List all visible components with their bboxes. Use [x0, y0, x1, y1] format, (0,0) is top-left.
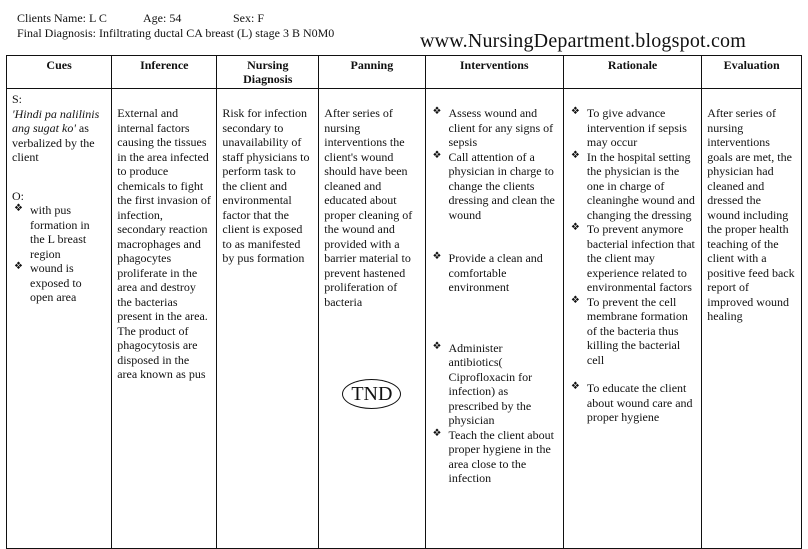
bullet-icon: ❖: [432, 106, 442, 117]
objective-cues-list: [12, 203, 106, 305]
list-item: ❖ To educate the client about wound care and proper hygiene: [570, 381, 693, 424]
final-diagnosis-label: Final Diagnosis: Infiltrating ductal CA breast (L) stage 3 B N0M0: [17, 26, 335, 40]
bullet-icon: ❖: [14, 203, 23, 214]
bullet-icon: ❖: [570, 222, 580, 233]
header-interventions: Interventions: [425, 56, 563, 89]
header-inference: Inference: [112, 56, 217, 89]
rationale-cell: [563, 89, 701, 549]
list-item: ❖ In the hospital setting the physician is the one in charge of cleaninghe wound and changing the dressing: [570, 149, 695, 222]
cues-cell: [7, 89, 112, 549]
table-row: [7, 89, 802, 549]
header-nursing-diagnosis: Nursing Diagnosis: [217, 56, 319, 89]
list-item: ❖ To give advance intervention if sepsis may occur: [570, 106, 687, 149]
list-item: ❖ Assess wound and client for any signs of sepsis: [432, 106, 554, 149]
list-item: ❖ wound is exposed to open area: [14, 261, 82, 304]
header-cues: Cues: [7, 56, 112, 89]
list-item: ❖ To prevent anymore bacterial infection that the client may experience related to environmental factors: [570, 222, 695, 294]
interventions-cell: [425, 89, 563, 549]
planning-text: After series of nursing interventions the client's wound should have been cleaned and educated about proper cleaning of the wound and provided with a barrier material to prevent hastened proliferation of bacteria: [324, 106, 413, 309]
client-quote: 'Hindi pa nalilinis ang sugat ko': [12, 106, 100, 135]
bullet-icon: ❖: [14, 261, 23, 272]
interventions-list: [431, 106, 558, 486]
bullet-icon: ❖: [570, 149, 580, 161]
subjective-cue: [12, 107, 106, 165]
client-name-label: Clients Name: L C: [17, 11, 107, 25]
header-evaluation: Evaluation: [702, 56, 802, 89]
bullet-icon: ❖: [432, 340, 442, 352]
bullet-icon: ❖: [570, 294, 580, 306]
list-item: ❖ with pus formation in the L breast region: [14, 203, 90, 261]
evaluation-text: After series of nursing interventions goals are met, the physician had cleaned and dressed the wound including the proper health teaching of the client with a positive feed back report of improved wound healing: [707, 106, 795, 323]
list-item: ❖ To prevent the cell membrane formation of the bacteria thus killing the bacterial cell: [570, 294, 688, 367]
header-planning: Panning: [319, 56, 425, 89]
list-item: ❖ Call attention of a physician in charge to change the clients dressing and clean the wound: [432, 149, 555, 222]
inference-cell: [112, 89, 217, 549]
subjective-label: S:: [12, 92, 23, 106]
verbalized-text: as verbalized by the client: [12, 121, 95, 164]
list-item: ❖ Teach the client about proper hygiene in the area close to the infection: [432, 427, 554, 485]
nursing-diagnosis-cell: [217, 89, 319, 549]
bullet-icon: ❖: [570, 106, 580, 117]
nursing-care-plan-table: [6, 55, 802, 549]
evaluation-cell: [702, 89, 802, 549]
planning-cell: [319, 89, 425, 549]
table-header-row: [7, 56, 802, 89]
objective-label: O:: [12, 188, 24, 203]
sex-label: Sex: F: [233, 11, 265, 25]
list-item: ❖ Provide a clean and comfortable environment: [432, 251, 543, 294]
bullet-icon: ❖: [570, 381, 580, 392]
age-label: Age: 54: [143, 11, 182, 25]
inference-text: External and internal factors causing the tissues in the area infected to produce chemicals to fight the first invasion of infection, secondary reaction macrophages and phagocytes proliferate in the area and destroy the bacterias present in the area. The product of phagocytosis are disposed in the area known as pus: [117, 106, 211, 381]
tnd-stamp: TND: [342, 379, 401, 409]
bullet-icon: ❖: [432, 427, 442, 439]
list-item: ❖ Administer antibiotics( Ciprofloxacin for infection) as prescribed by the physician: [432, 340, 533, 427]
blog-url[interactable]: www.NursingDepartment.blogspot.com: [420, 30, 747, 52]
nursing-diagnosis-text: Risk for infection secondary to unavailability of staff physicians to perform task to the client and environmental factor that the client is exposed to as manifested by pus formation: [222, 106, 310, 265]
header-rationale: Rationale: [563, 56, 701, 89]
rationale-list: [569, 106, 696, 425]
bullet-icon: ❖: [432, 149, 442, 161]
bullet-icon: ❖: [432, 251, 442, 262]
